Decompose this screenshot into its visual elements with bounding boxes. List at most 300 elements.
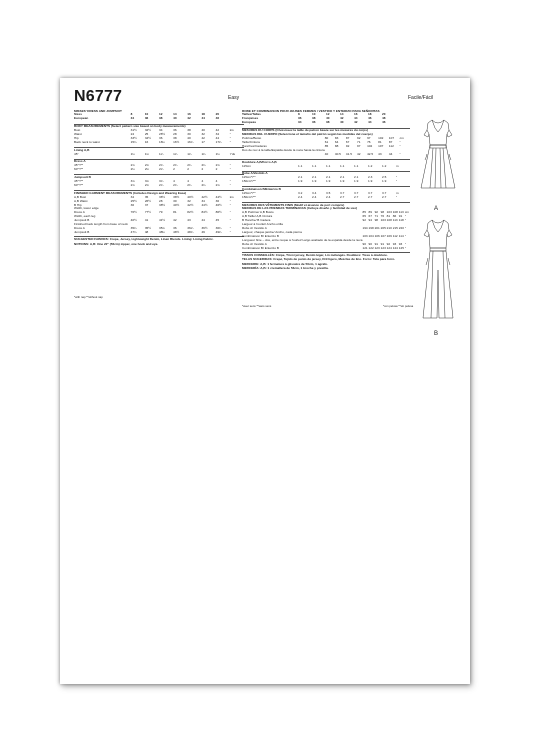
row-value: 1.1 xyxy=(326,163,331,168)
row-label: Poitrine/Busto xyxy=(242,136,262,140)
row-value: 2¾ xyxy=(130,182,135,187)
row-unit: ins xyxy=(229,128,234,133)
row-value: 20 xyxy=(382,112,386,117)
row-value: 36 xyxy=(312,120,316,125)
footnote-fr: *avec sens **sans sens xyxy=(242,304,272,308)
row-value: 92 xyxy=(386,242,391,247)
row-value: 12 xyxy=(326,112,330,117)
row-label: Hip xyxy=(74,136,79,140)
row-value: 38 xyxy=(173,136,177,140)
row-unit: " xyxy=(404,218,406,223)
row-value: 2.1 xyxy=(312,175,317,180)
row-value: 4 xyxy=(173,178,175,183)
row-unit: " xyxy=(229,136,231,140)
row-value: 77½ xyxy=(144,210,151,215)
row-value: 2.7 xyxy=(340,194,345,199)
row-value: 48¾ xyxy=(187,230,194,235)
row-value: 8 xyxy=(298,112,300,117)
row-value: 2¾ xyxy=(201,163,206,168)
row-value: 90 xyxy=(362,242,366,247)
row-value: 4 xyxy=(215,178,218,183)
row-value: 42 xyxy=(340,116,344,121)
row-unit xyxy=(396,121,410,125)
measure-row xyxy=(242,247,410,251)
row-value: 81 xyxy=(173,210,177,215)
row-value: 2¼ xyxy=(158,167,164,172)
row-value: 3.4 xyxy=(312,190,317,195)
row-value: 40½ xyxy=(130,218,137,223)
row-value: 76 xyxy=(367,139,371,144)
row-value: 2 xyxy=(215,167,218,172)
row-unit: cm xyxy=(399,136,404,140)
row-value: 90 xyxy=(368,242,372,247)
row-value: 1.9 xyxy=(382,179,387,184)
row-value: 10 xyxy=(312,112,316,117)
row-value: 2.1 xyxy=(340,175,345,180)
row-value: 102 xyxy=(378,136,384,140)
row-value: 38 xyxy=(326,120,330,125)
yardage-table xyxy=(242,176,410,184)
row-label: A,B Poitrine/ A,B Busto xyxy=(242,210,274,215)
row-value: 2¾ xyxy=(187,163,192,168)
row-unit: " xyxy=(396,175,398,180)
measure-row xyxy=(74,153,244,157)
view-b-label: B xyxy=(434,331,439,337)
row-value: 16¾ xyxy=(187,139,194,144)
row-value: 1¼ xyxy=(130,151,135,156)
row-value: 36¼ xyxy=(187,226,194,231)
row-unit: " xyxy=(229,198,231,203)
row-value: 44½ xyxy=(201,202,208,207)
row-value: 38 xyxy=(187,128,191,133)
row-value: 1.2 xyxy=(382,163,387,168)
row-value: 194 xyxy=(362,226,368,231)
row-value: 1.9 xyxy=(326,179,331,184)
dress-a-drawing xyxy=(415,118,461,202)
row-value: 79 xyxy=(158,210,163,215)
row-value: 32 xyxy=(201,132,205,137)
row-unit: " xyxy=(404,214,406,219)
row-value: 16 xyxy=(354,112,358,117)
row-value: 34 xyxy=(130,194,135,199)
body-measurements-table-fr xyxy=(242,137,410,157)
row-value: 42 xyxy=(356,151,361,156)
row-value: 1.9 xyxy=(354,179,359,184)
row-value: 106 xyxy=(374,234,380,239)
english-column xyxy=(74,108,244,247)
row-label: Dress A xyxy=(74,226,85,231)
row-value: 40 xyxy=(340,120,344,125)
row-value: 2¼ xyxy=(144,167,150,172)
yardage-table xyxy=(242,165,410,169)
row-value: 92 xyxy=(356,136,361,140)
finished-measurements-table-fr xyxy=(242,211,410,251)
row-unit: " xyxy=(229,202,231,207)
row-value: 1.2 xyxy=(368,163,373,168)
row-value: 31½ xyxy=(130,128,137,133)
row-value: 42.5 xyxy=(367,151,374,156)
row-value: 2¾ xyxy=(144,182,150,187)
row-value: 42 xyxy=(354,120,358,125)
row-value: 2¾ xyxy=(173,163,178,168)
row-value: 3¾ xyxy=(144,178,150,183)
row-value: 3.2 xyxy=(298,190,303,195)
row-value: 42 xyxy=(201,136,205,140)
row-label: Jumpsuit B xyxy=(74,230,90,235)
row-value: 40 xyxy=(201,128,205,133)
body-measurements-heading-fr: MESURES DU CORPS (Choisissez la taille du patron basée sur les mesures du corps) xyxy=(242,128,410,134)
row-value: 2.4 xyxy=(326,194,331,199)
measure-row xyxy=(242,180,410,184)
row-value: 8 xyxy=(130,112,133,117)
row-value: 35½ xyxy=(144,226,151,231)
row-label: 150cm*/** xyxy=(242,179,256,184)
row-value: 124 xyxy=(386,246,392,250)
row-value: 76½ xyxy=(130,210,137,215)
row-value: 3.5 xyxy=(326,190,331,195)
row-value: 2.1 xyxy=(298,175,303,180)
row-value: 14 xyxy=(340,112,344,117)
row-value: 44 xyxy=(388,151,393,156)
row-value: 103 xyxy=(386,210,392,215)
row-value: 2¾ xyxy=(215,182,220,187)
row-label xyxy=(242,153,325,157)
size-table xyxy=(74,113,244,121)
row-value: 98 xyxy=(380,210,385,215)
row-value: 103 xyxy=(380,218,386,223)
row-label: Robe A/ Vestido A xyxy=(242,242,267,247)
row-value: 81 xyxy=(378,139,382,144)
measure-row xyxy=(74,141,244,145)
row-unit: " xyxy=(229,210,231,215)
row-label: Dress A xyxy=(74,210,85,215)
row-value: 102 xyxy=(367,143,373,148)
yardage-table xyxy=(242,192,410,200)
row-value: 4 xyxy=(187,178,190,183)
row-value: 104 xyxy=(368,234,374,239)
garment-title-fr: ROBE ET COMBINAISON POUR JEUNES FEMMES / VESTIDO Y ENTERIZO PARA SEÑORITAS xyxy=(242,108,380,113)
row-unit: " xyxy=(399,139,401,144)
row-value: 86½ xyxy=(215,210,222,215)
row-label: European xyxy=(74,116,89,121)
row-value: 42½ xyxy=(201,194,208,199)
row-value: 1.9 xyxy=(368,179,373,184)
row-value: 65 xyxy=(362,214,366,219)
row-value: 25 xyxy=(144,132,149,137)
row-value: 41½ xyxy=(158,218,165,223)
finished-measurements-table xyxy=(74,196,244,236)
measure-row xyxy=(242,196,410,200)
row-value: 46 xyxy=(382,120,386,125)
row-value: 2¾ xyxy=(130,163,135,168)
row-unit: " xyxy=(229,226,231,231)
row-value: 71 xyxy=(374,214,379,219)
row-value: 94 xyxy=(368,218,372,223)
row-value: 2¼ xyxy=(130,167,135,172)
row-value: 46½ xyxy=(215,202,222,207)
fabric-view-heading: Robe A/Vestido A xyxy=(242,171,410,177)
row-value: 28 xyxy=(173,132,177,137)
row-value: 88 xyxy=(334,143,339,148)
row-value: 32 xyxy=(187,198,191,203)
row-value: 108 xyxy=(386,218,392,223)
fabric-view-heading: Dress A xyxy=(74,159,244,165)
row-unit: " xyxy=(229,139,231,144)
row-value: 12 xyxy=(158,112,163,117)
fabric-requirements-fr xyxy=(242,159,410,200)
row-unit: " xyxy=(229,178,231,183)
row-value: 125 xyxy=(398,246,404,250)
row-label: Waist xyxy=(74,132,82,137)
row-value: 44 xyxy=(201,116,205,121)
row-value: 41.5 xyxy=(345,151,352,156)
row-value: 42 xyxy=(173,218,177,223)
row-label: Back neck to waist xyxy=(74,139,100,144)
row-value: 42 xyxy=(187,116,191,121)
fabric-requirements xyxy=(74,147,244,188)
row-value: 2.7 xyxy=(368,194,373,199)
difficulty-label-fr: Facile/Fácil xyxy=(408,95,434,101)
row-label: 115cm xyxy=(242,163,252,168)
row-value: 4 xyxy=(201,178,204,183)
row-value: 2¾ xyxy=(215,163,220,168)
row-value: 1.1 xyxy=(340,163,345,168)
row-value: 121 xyxy=(362,246,368,250)
pattern-number: N6777 xyxy=(74,88,123,105)
suggested-fabrics: SUGGESTED FABRICS: Crepe, Jersey, Lightweight Denim, Linen Blends. Lining: Lining Fabric. xyxy=(74,236,244,242)
row-value: 97 xyxy=(356,143,361,148)
row-value: 47¾ xyxy=(130,230,137,235)
row-value: 83 xyxy=(334,136,339,140)
row-value: 1¼ xyxy=(187,151,192,156)
row-value: 30 xyxy=(187,132,191,137)
row-unit: " xyxy=(399,151,401,156)
footnote-es: *con pelusa **sin pelusa xyxy=(383,304,414,308)
row-value: 2.3 xyxy=(368,175,373,180)
row-value: 84½ xyxy=(201,210,208,215)
row-value: 46 xyxy=(215,116,220,121)
row-label: A,B Bust xyxy=(74,194,87,199)
row-value: 17¼ xyxy=(215,139,222,144)
row-value: 86 xyxy=(392,214,397,219)
row-value: 24 xyxy=(130,132,135,137)
french-spanish-column xyxy=(242,108,410,271)
row-value: 36½ xyxy=(158,194,165,199)
row-value: 35¼ xyxy=(130,226,137,231)
row-value: 34 xyxy=(130,116,135,121)
row-value: 44½ xyxy=(215,194,222,199)
measure-row xyxy=(74,184,244,188)
row-value: 1.9 xyxy=(298,179,303,184)
row-unit: " xyxy=(404,246,406,250)
row-value: 44 xyxy=(215,136,220,140)
row-value: 76 xyxy=(380,214,385,219)
row-value: 37 xyxy=(144,202,149,207)
row-label: A,B Waist xyxy=(74,198,88,203)
row-value: 45 xyxy=(215,218,220,223)
row-value: 26½ xyxy=(158,132,165,137)
row-value: 2.7 xyxy=(382,194,387,199)
row-value: 97 xyxy=(367,136,371,140)
row-label: B Hip xyxy=(74,202,82,207)
measure-row xyxy=(242,165,410,169)
row-label: 115cm*/** xyxy=(242,175,256,180)
row-value: 14 xyxy=(173,112,177,117)
row-unit: m xyxy=(396,163,399,168)
row-value: 2.1 xyxy=(326,175,331,180)
fabric-view-heading: Combinaison B/Enterizo B xyxy=(242,186,410,192)
row-value: 44 xyxy=(368,120,372,125)
row-unit: " xyxy=(404,242,406,247)
row-value: 201 xyxy=(374,226,380,231)
row-value: 34 xyxy=(158,128,163,133)
row-value: 3.7 xyxy=(382,190,387,195)
row-label: 45"*/** xyxy=(74,163,84,168)
row-value: 2.1 xyxy=(354,175,359,180)
row-unit: m xyxy=(396,190,399,195)
row-value: 42½ xyxy=(187,202,194,207)
row-value: 43 xyxy=(378,151,382,156)
row-value: 34½ xyxy=(144,136,151,140)
row-value: 124 xyxy=(392,246,398,250)
row-label: Largeur, chaque jambe/ Ancho, cada pierna xyxy=(242,230,302,235)
row-unit: " xyxy=(229,182,231,187)
row-value: 49¼ xyxy=(215,230,222,235)
row-value: 2¾ xyxy=(187,182,192,187)
row-value: 2.4 xyxy=(312,194,317,199)
row-value: 16½ xyxy=(173,139,180,144)
row-value: 1.9 xyxy=(312,179,317,184)
footnote: *with nap **without nap xyxy=(74,295,103,299)
row-value: 26½ xyxy=(144,198,151,203)
row-value: 36 xyxy=(215,198,220,203)
row-label: B Hanche/ B Cadera xyxy=(242,218,271,223)
row-value: 2¾ xyxy=(201,182,206,187)
row-value: 36 xyxy=(173,128,177,133)
row-value: 2¾ xyxy=(144,163,150,168)
row-value: 1¼ xyxy=(173,151,178,156)
body-measurements-table xyxy=(74,129,244,145)
row-value: 3¾ xyxy=(158,178,164,183)
row-value: 91 xyxy=(374,242,379,247)
row-value: 92 xyxy=(362,218,366,223)
notions-es: MERCERÍA: A,B: 1 cremallera de 56cm, 1 broche y presilla. xyxy=(242,265,329,270)
row-value: 67 xyxy=(345,139,350,144)
row-label: Taille/Cintura xyxy=(242,139,260,144)
row-label: Finished back length from base of neck xyxy=(74,222,128,227)
row-value: 1.1 xyxy=(354,163,359,168)
row-value: 17 xyxy=(201,139,205,144)
row-value: 123 xyxy=(380,246,386,250)
row-value: 112 xyxy=(388,143,394,148)
row-value: 34 xyxy=(298,120,302,125)
row-value: 16 xyxy=(144,139,149,144)
row-value: 35 xyxy=(144,194,149,199)
row-value: 15¾ xyxy=(130,139,137,144)
row-unit: " xyxy=(229,230,231,235)
row-value: 2 xyxy=(201,167,204,172)
difficulty-label: Easy xyxy=(228,95,240,101)
row-value: 34 xyxy=(215,132,220,137)
row-unit: " xyxy=(399,143,401,148)
row-value: 93 xyxy=(398,242,403,247)
row-label: 60"*/** xyxy=(74,167,84,172)
size-table-fr xyxy=(242,113,410,125)
row-value: 81 xyxy=(386,214,391,219)
row-value: 113 xyxy=(392,218,398,223)
row-unit: " xyxy=(396,179,398,184)
row-unit: " xyxy=(229,167,231,172)
row-value: 220 xyxy=(398,226,404,231)
row-value: 3.7 xyxy=(354,190,359,195)
row-value: 2¾ xyxy=(173,182,178,187)
row-value: 2.4 xyxy=(298,194,303,199)
row-unit: " xyxy=(229,218,231,223)
row-unit: " xyxy=(229,163,231,168)
row-value: 3.7 xyxy=(340,190,345,195)
row-value: 48½ xyxy=(173,230,180,235)
row-value: 114 xyxy=(398,234,404,239)
row-value: 38½ xyxy=(158,202,165,207)
row-value: 18 xyxy=(368,112,372,117)
fabric-view-heading: Lining A,B xyxy=(74,147,244,153)
row-label: Tailles/Tallas xyxy=(242,112,261,117)
row-value: 16 xyxy=(187,112,191,117)
row-label: Dos de nuc à la taille/Espalda desde la nuca hasta la cintura xyxy=(242,147,325,152)
row-value: 98 xyxy=(374,218,379,223)
fabric-view-heading: Doublure A,B/Forro A,B xyxy=(242,159,410,165)
row-value: 2¾ xyxy=(158,182,164,187)
row-value: 87 xyxy=(345,136,350,140)
row-value: 123 xyxy=(374,246,380,250)
row-value: 103 xyxy=(362,234,368,239)
notions: NOTIONS: A,B: One 22" (56cm) zipper, one hook and eye. xyxy=(74,242,159,247)
row-value: 40½ xyxy=(173,202,180,207)
row-value: 118 xyxy=(398,218,404,223)
row-value: 3¾ xyxy=(130,178,135,183)
row-label: 150cm*/** xyxy=(242,194,256,199)
jumpsuit-b-drawing xyxy=(415,218,461,328)
row-value: 38½ xyxy=(173,194,180,199)
row-value: 48 xyxy=(144,230,149,235)
row-value: 71 xyxy=(356,139,361,144)
row-value: 35¾ xyxy=(158,226,165,231)
row-value: 40½ xyxy=(187,194,194,199)
row-value: 46 xyxy=(368,116,372,121)
row-unit: Yds xyxy=(229,151,236,156)
row-value: 61 xyxy=(324,139,329,144)
row-value: 107 xyxy=(380,234,386,239)
row-value: 1.1 xyxy=(312,163,317,168)
row-value: 2 xyxy=(187,167,190,172)
row-value: 205 xyxy=(380,226,386,231)
row-value: 28 xyxy=(158,198,163,203)
row-value: 64 xyxy=(334,139,339,144)
row-value: 49 xyxy=(201,230,205,235)
row-unit: " xyxy=(229,132,231,137)
row-label: A,B Taille/ A,B Cintura xyxy=(242,214,273,219)
yardage-table xyxy=(74,153,244,157)
row-value: 44 xyxy=(354,116,358,121)
row-value: 85 xyxy=(324,143,329,148)
row-value: 25½ xyxy=(130,198,137,203)
row-unit: " xyxy=(396,194,398,199)
garment-title: MISSES' DRESS AND JUMPSUIT xyxy=(74,108,122,113)
row-value: 91 xyxy=(398,214,403,219)
row-label: Hanches/Caderas xyxy=(242,143,267,148)
row-value: 30 xyxy=(173,198,177,203)
row-value: 107 xyxy=(378,143,384,148)
